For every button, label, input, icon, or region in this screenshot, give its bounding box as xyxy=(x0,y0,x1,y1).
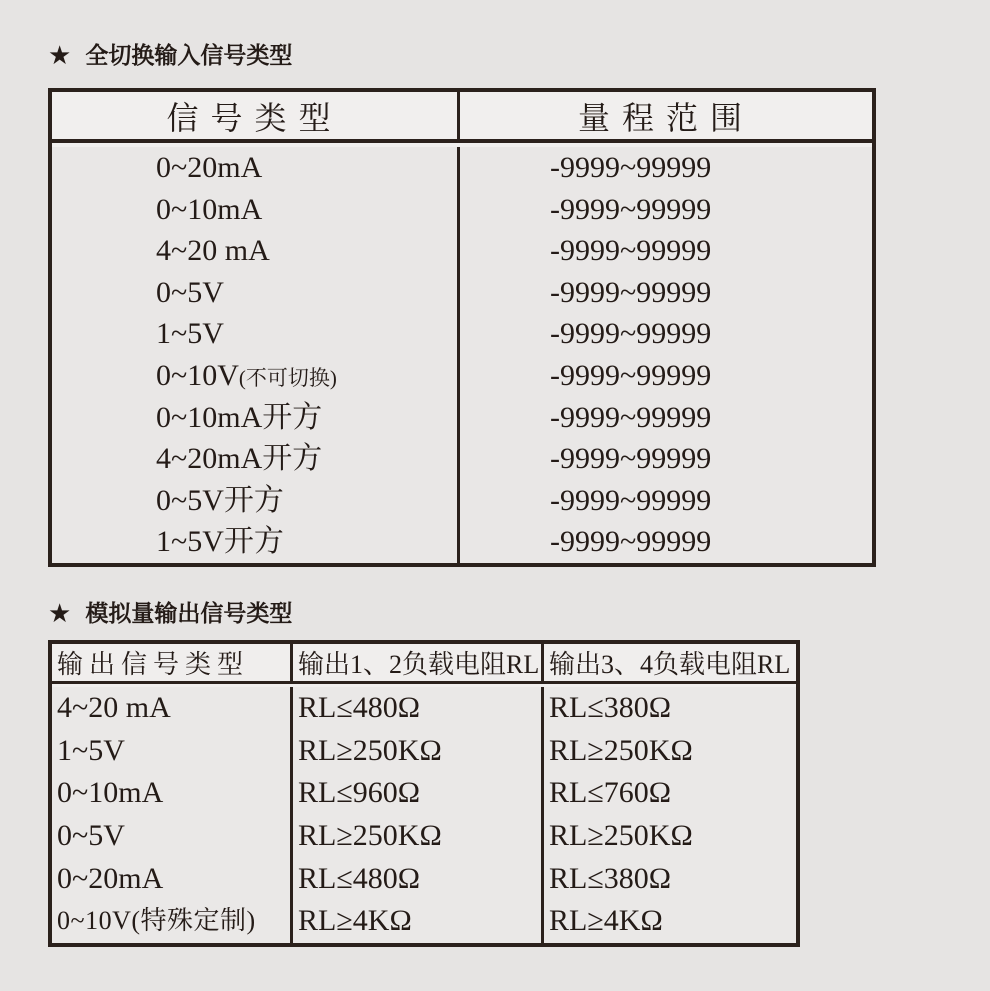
cell-signal: 1~5V开方 xyxy=(156,525,284,559)
cell-range: -9999~99999 xyxy=(550,234,712,268)
output-rl34-column xyxy=(544,687,796,943)
table-row xyxy=(293,772,541,815)
cell-signal: 4~20 mA xyxy=(57,691,171,724)
output-table-header-row xyxy=(52,644,796,687)
table-row xyxy=(460,230,872,272)
cell-rl12: RL≤480Ω xyxy=(298,691,421,724)
cell-signal: 1~5V xyxy=(57,733,125,767)
cell-rl34: RL≤380Ω xyxy=(549,691,672,724)
table-row xyxy=(293,687,541,730)
table-row xyxy=(460,480,872,522)
cell-range: -9999~99999 xyxy=(550,192,712,226)
table-row xyxy=(52,772,290,815)
cell-signal: 4~20mA开方 xyxy=(156,442,323,476)
cell-signal: 0~5V xyxy=(156,275,224,309)
table-row xyxy=(52,521,457,563)
cell-rl34: RL≥4KΩ xyxy=(549,904,663,938)
table-row xyxy=(544,815,796,858)
table-row xyxy=(460,521,872,563)
star-icon: ★ xyxy=(48,598,72,628)
output-header-signal-type: 输出信号类型 xyxy=(52,644,293,684)
table-row xyxy=(293,815,541,858)
table-row xyxy=(460,313,872,355)
table-row xyxy=(460,272,872,314)
cell-rl12: RL≤960Ω xyxy=(298,776,421,810)
cell-signal: 0~10mA开方 xyxy=(156,400,323,434)
table-row xyxy=(52,313,457,355)
table-row xyxy=(544,900,796,943)
cell-rl12: RL≤480Ω xyxy=(298,861,421,895)
cell-range: -9999~99999 xyxy=(550,400,712,434)
input-range-column xyxy=(460,147,872,563)
table-row xyxy=(460,438,872,480)
cell-rl12: RL≥4KΩ xyxy=(298,904,412,938)
input-signal-column xyxy=(52,147,460,563)
output-signal-column xyxy=(52,687,293,943)
output-signal-table xyxy=(48,640,800,947)
table-row xyxy=(52,687,290,730)
table-row xyxy=(460,355,872,397)
cell-signal: 1~5V xyxy=(156,317,224,351)
star-icon: ★ xyxy=(48,40,72,70)
cell-signal: 0~5V开方 xyxy=(156,483,284,517)
cell-signal: 0~20mA xyxy=(57,861,164,895)
table-row xyxy=(52,438,457,480)
table-row xyxy=(293,858,541,901)
input-table-body xyxy=(52,147,872,563)
table-row xyxy=(544,730,796,773)
table-row xyxy=(52,815,290,858)
cell-range: -9999~99999 xyxy=(550,317,712,351)
cell-signal-note: (不可切换) xyxy=(238,365,337,390)
table-row xyxy=(52,858,290,901)
table-row xyxy=(293,730,541,773)
table-row xyxy=(293,900,541,943)
cell-range: -9999~99999 xyxy=(550,275,712,309)
cell-range: -9999~99999 xyxy=(550,151,712,184)
table-row xyxy=(52,189,457,231)
table-row xyxy=(52,272,457,314)
cell-rl34: RL≤760Ω xyxy=(549,776,672,810)
cell-rl12: RL≥250KΩ xyxy=(298,818,442,852)
output-section-heading xyxy=(48,598,292,628)
cell-signal: 0~10V xyxy=(156,358,239,392)
output-rl12-column xyxy=(293,687,544,943)
cell-range: -9999~99999 xyxy=(550,525,712,559)
table-row xyxy=(52,480,457,522)
table-row xyxy=(544,858,796,901)
output-header-rl12: 输出1、2负载电阻RL xyxy=(293,644,544,684)
table-row xyxy=(52,147,457,189)
cell-signal: 0~10V(特殊定制) xyxy=(57,906,256,936)
table-row xyxy=(460,189,872,231)
cell-rl34: RL≥250KΩ xyxy=(549,818,693,852)
cell-rl34: RL≤380Ω xyxy=(549,861,672,895)
cell-signal: 4~20 mA xyxy=(156,234,270,268)
input-table-header-row xyxy=(52,92,872,147)
output-table-body xyxy=(52,687,796,943)
cell-signal: 0~5V xyxy=(57,818,125,852)
table-row xyxy=(460,147,872,189)
table-row xyxy=(544,772,796,815)
input-section-heading xyxy=(48,40,292,70)
cell-rl34: RL≥250KΩ xyxy=(549,733,693,767)
cell-rl12: RL≥250KΩ xyxy=(298,733,442,767)
cell-signal: 0~10mA xyxy=(156,192,263,226)
table-row xyxy=(52,397,457,439)
table-row xyxy=(52,230,457,272)
cell-signal: 0~20mA xyxy=(156,151,263,184)
input-header-signal-type: 信号类型 xyxy=(52,92,460,143)
output-header-rl34: 输出3、4负载电阻RL xyxy=(544,644,796,684)
input-signal-table xyxy=(48,88,876,567)
table-row xyxy=(52,900,290,943)
table-row xyxy=(544,687,796,730)
input-section-title: 全切换输入信号类型 xyxy=(85,42,293,68)
input-header-range: 量程范围 xyxy=(460,92,872,143)
cell-signal: 0~10mA xyxy=(57,776,164,810)
table-row xyxy=(52,355,457,397)
table-row xyxy=(460,397,872,439)
cell-range: -9999~99999 xyxy=(550,483,712,517)
table-row xyxy=(52,730,290,773)
cell-range: -9999~99999 xyxy=(550,358,712,392)
cell-range: -9999~99999 xyxy=(550,442,712,476)
output-section-title: 模拟量输出信号类型 xyxy=(85,600,293,626)
